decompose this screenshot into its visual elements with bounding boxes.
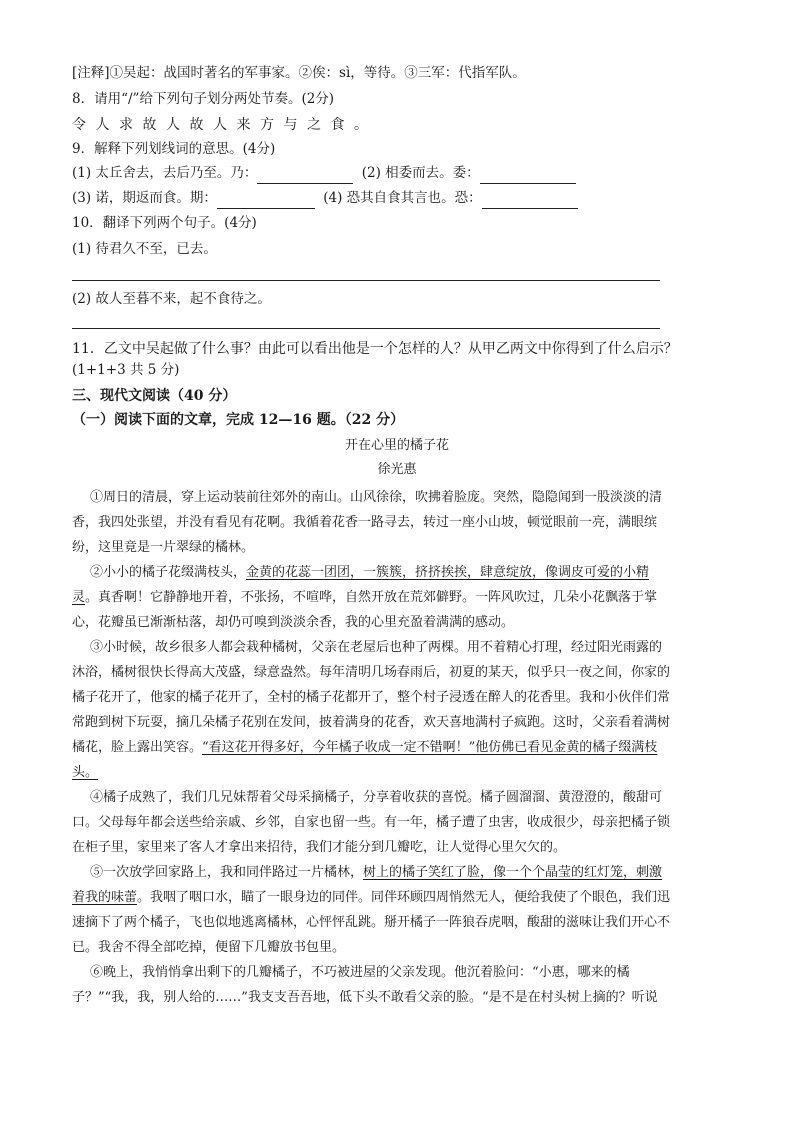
question-8-prompt: 8．请用“/”给下列句子划分两处节奏。(2分) xyxy=(72,91,335,107)
paragraph-1-line-3: 纷，这里竟是一片翠绿的橘林。 xyxy=(72,540,255,555)
paragraph-3-line-6 xyxy=(72,762,98,784)
paragraph-2-line-1 xyxy=(90,562,649,584)
paragraph-3-lead: 橘花，脸上露出笑容。 xyxy=(72,740,203,755)
paragraph-5-rest: 。我咽了咽口水，瞄了一眼身边的同伴。同伴环顾四周悄然无人，便给我使了个眼色，我们迅 xyxy=(137,890,671,905)
answer-blank-9-3[interactable] xyxy=(217,192,315,209)
question-9-item3: (3) 诺，期返而食。期： xyxy=(72,190,217,206)
underlined-sentence-3-end: 头。 xyxy=(72,765,99,780)
question-8-sentence: 令人求故人故人来方与之食。 xyxy=(72,117,378,133)
paragraph-6-line-2: 子？”“我，我，别人给的……”我支支吾吾地，低下头不敢看父亲的脸。“是不是在村头树上摘的？听说 xyxy=(72,990,658,1005)
paragraph-3-line-3: 橘子花开了，他家的橘子花开了，全村的橘子花都开了，整个村子浸透在醉人的花香里。我和小伙伴们常 xyxy=(72,690,671,705)
underlined-sentence-2: 金黄的花蕊一团团，一簇簇，挤挤挨挨，肆意绽放，像调皮可爱的小精 xyxy=(246,565,650,580)
underlined-sentence-2-end: 灵 xyxy=(72,590,86,605)
paragraph-5-line-2 xyxy=(72,887,670,909)
answer-line-10-1[interactable] xyxy=(72,280,660,281)
question-9-row1 xyxy=(72,162,576,184)
paragraph-1-line-1: ①周日的清晨，穿上运动装前往郊外的南山。山风徐徐，吹拂着脸庞。突然，隐隐闻到一股淡淡的清 xyxy=(90,490,663,505)
paragraph-2-line-3: 心，花瓣虽已渐渐枯落，却仍可嗅到淡淡余香，我的心里充盈着满满的感动。 xyxy=(72,615,515,630)
section-3-heading: 三、现代文阅读（40 分） xyxy=(72,388,237,404)
paragraph-4-line-2: 口。父母每年都会送些给亲戚、乡邻，自家也留一些。有一年，橘子遭了虫害，收成很少，母亲把橘子锁 xyxy=(72,815,671,830)
underlined-sentence-3: “看这花开得多好，今年橘子收成一定不错啊！”他仿佛已看见金黄的橘子缀满枝 xyxy=(202,740,658,755)
question-9-row2 xyxy=(72,187,578,209)
underlined-sentence-5-end: 着我的味蕾 xyxy=(72,890,138,905)
question-9-prompt: 9．解释下列划线词的意思。(4分) xyxy=(72,141,276,157)
question-11-prompt: 11．乙文中吴起做了什么事？由此可以看出他是一个怎样的人？从甲乙两文中你得到了什么启示？ xyxy=(72,341,678,357)
article-title: 开在心里的橘子花 xyxy=(344,438,449,453)
answer-blank-9-2[interactable] xyxy=(480,167,576,184)
paragraph-3-line-5 xyxy=(72,737,657,759)
answer-blank-9-4[interactable] xyxy=(482,192,578,209)
paragraph-1-line-2: 香，我四处张望，并没有看见有花啊。我循着花香一路寻去，转过一座小山坡，顿觉眼前一亮，满眼缤 xyxy=(72,515,658,530)
article-author: 徐光惠 xyxy=(377,462,417,477)
paragraph-4-line-3: 在柜子里，家里来了客人才拿出来招待，我们才能分到几瓣吃，让人觉得心里欠欠的。 xyxy=(72,840,567,855)
paragraph-3-line-1: ③小时候，故乡很多人都会栽种橘树，父亲在老屋后也种了两棵。用不着精心打理，经过阳光雨露的 xyxy=(90,640,663,655)
paragraph-5-line-1 xyxy=(90,862,662,884)
answer-blank-9-1[interactable] xyxy=(257,167,353,184)
paragraph-5-line-4: 已。我舍不得全部吃掉，便留下几瓣放书包里。 xyxy=(72,940,346,955)
question-10-prompt: 10．翻译下列两个句子。(4分) xyxy=(72,215,257,231)
question-11-score: (1+1+3 共 5 分) xyxy=(72,362,180,378)
paragraph-6-line-1: ⑥晚上，我悄悄拿出剩下的几瓣橘子，不巧被进屋的父亲发现。他沉着脸问：“小惠，哪来的橘 xyxy=(90,965,630,980)
paragraph-5-line-3: 速摘下了两个橘子，飞也似地逃离橘林，心怦怦乱跳。掰开橘子一阵狼吞虎咽，酸甜的滋味让我们开心不 xyxy=(72,915,671,930)
paragraph-2-rest: 。真香啊！它静静地开着，不张扬，不喧哗，自然开放在荒郊僻野。一阵风吹过，几朵小花飘落于掌 xyxy=(85,590,658,605)
paragraph-3-line-4: 常跑到树下玩耍，摘几朵橘子花别在发间，披着满身的花香，欢天喜地满村子疯跑。这时，父亲看着满树 xyxy=(72,715,671,730)
question-9-item4: (4) 恐其自食其言也。恐： xyxy=(323,190,482,206)
question-10-item2: (2) 故人至暮不来，起不食待之。 xyxy=(72,291,271,307)
part-1-heading: （一）阅读下面的文章，完成 12—16 题。（22 分） xyxy=(72,412,405,428)
paragraph-4-line-1: ④橘子成熟了，我们几兄妹帮着父母采摘橘子，分享着收获的喜悦。橘子圆溜溜、黄澄澄的，酸甜可 xyxy=(90,790,663,805)
paragraph-2-line-2 xyxy=(72,587,657,609)
question-9-item1: (1) 太丘舍去，去后乃至。乃： xyxy=(72,165,258,181)
paragraph-2-lead: ②小小的橘子花缀满枝头， xyxy=(90,565,247,580)
question-10-item1: (1) 待君久不至，已去。 xyxy=(72,241,217,257)
annotation-notes: [注释]①吴起：战国时著名的军事家。②俟：sì，等待。③三军：代指军队。 xyxy=(72,65,526,81)
question-9-item2: (2) 相委而去。委： xyxy=(361,165,480,181)
paragraph-5-lead: ⑤一次放学回家路上，我和同伴路过一片橘林， xyxy=(90,865,364,880)
answer-line-10-2[interactable] xyxy=(72,328,660,329)
paragraph-3-line-2: 沐浴，橘树很快长得高大茂盛，绿意盎然。每年清明几场春雨后，初夏的某天，似乎只一夜之间，你家的 xyxy=(72,665,671,680)
underlined-sentence-5: 树上的橘子笑红了脸，像一个个晶莹的红灯笼，刺激 xyxy=(363,865,663,880)
